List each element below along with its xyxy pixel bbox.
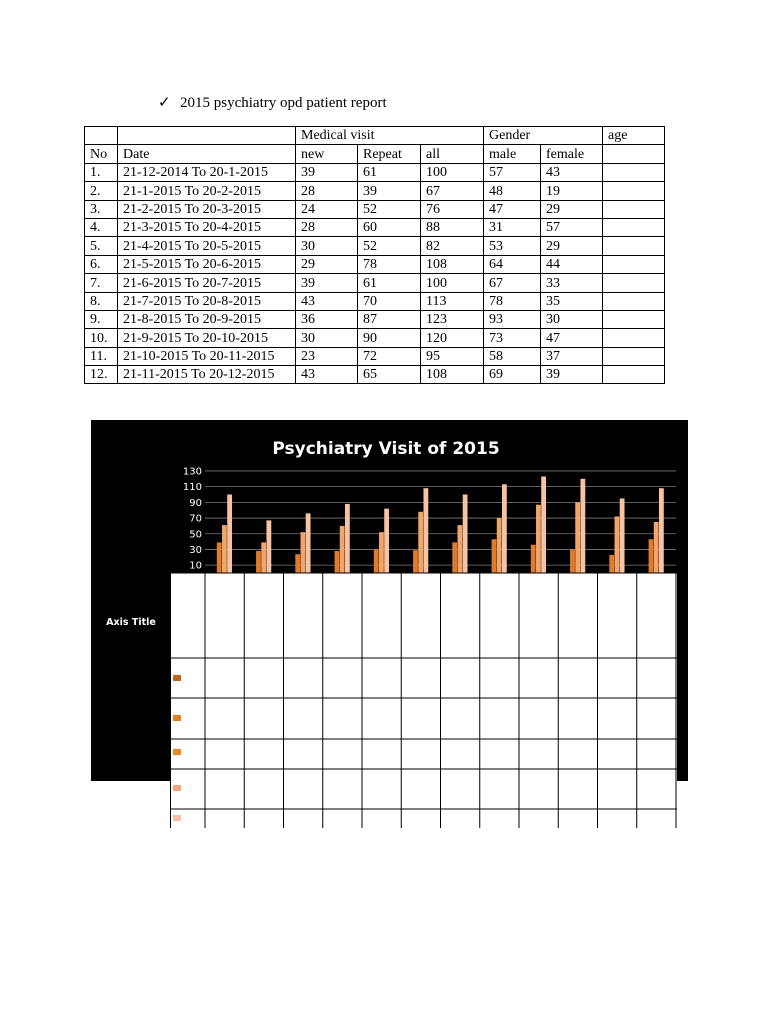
- report-title: 2015 psychiatry opd patient report: [180, 95, 387, 111]
- cell-repeat: 61: [358, 163, 421, 181]
- cell-repeat: 70: [358, 292, 421, 310]
- cell-female: 35: [541, 292, 603, 310]
- cell-new: 36: [296, 310, 358, 328]
- bar: [374, 549, 379, 573]
- cell-no: 2.: [85, 182, 118, 200]
- header-age: age: [603, 127, 665, 145]
- checkmark-icon: ✓: [158, 95, 171, 111]
- cell-female: 29: [541, 237, 603, 255]
- header-all: all: [421, 145, 484, 163]
- cell-no: 3.: [85, 200, 118, 218]
- cell-repeat: 72: [358, 347, 421, 365]
- cell-repeat: 90: [358, 329, 421, 347]
- header-date: Date: [118, 145, 296, 163]
- cell-date: 21-1-2015 To 20-2-2015: [118, 182, 296, 200]
- cell-female: 33: [541, 274, 603, 292]
- bar: [570, 549, 575, 573]
- bar: [654, 522, 659, 573]
- legend-key-icon: [173, 785, 181, 791]
- cell-male: 47: [484, 200, 541, 218]
- header-new: new: [296, 145, 358, 163]
- bar: [256, 551, 261, 573]
- bar: [418, 512, 423, 573]
- bar: [217, 542, 222, 573]
- bar: [531, 545, 536, 573]
- bar: [497, 518, 502, 573]
- cell-no: 7.: [85, 274, 118, 292]
- cell-repeat: 52: [358, 200, 421, 218]
- cell-male: 58: [484, 347, 541, 365]
- cell-new: 23: [296, 347, 358, 365]
- bar: [379, 532, 384, 573]
- cell-all: 113: [421, 292, 484, 310]
- bar: [227, 495, 232, 574]
- cell-male: 73: [484, 329, 541, 347]
- cell-no: 8.: [85, 292, 118, 310]
- cell-no: 5.: [85, 237, 118, 255]
- cell-female: 19: [541, 182, 603, 200]
- cell-date: 21-12-2014 To 20-1-2015: [118, 163, 296, 181]
- cell-male: 64: [484, 255, 541, 273]
- y-tick-label: 110: [182, 482, 202, 494]
- cell-no: 11.: [85, 347, 118, 365]
- bar: [413, 550, 418, 573]
- cell-date: 21-2-2015 To 20-3-2015: [118, 200, 296, 218]
- cell-repeat: 52: [358, 237, 421, 255]
- y-tick-label: 30: [189, 544, 202, 556]
- cell-date: 21-5-2015 To 20-6-2015: [118, 255, 296, 273]
- bar: [266, 520, 271, 573]
- cell-female: 47: [541, 329, 603, 347]
- cell-female: 30: [541, 310, 603, 328]
- bar: [536, 505, 541, 573]
- cell-new: 29: [296, 255, 358, 273]
- cell-date: 21-7-2015 To 20-8-2015: [118, 292, 296, 310]
- y-tick-label: 90: [189, 497, 202, 509]
- cell-new: 28: [296, 182, 358, 200]
- cell-male: 78: [484, 292, 541, 310]
- header-medical-visit: Medical visit: [296, 127, 484, 145]
- cell-new: 24: [296, 200, 358, 218]
- cell-female: 57: [541, 218, 603, 236]
- cell-date: 21-4-2015 To 20-5-2015: [118, 237, 296, 255]
- bar: [620, 498, 625, 573]
- cell-female: 29: [541, 200, 603, 218]
- bar: [261, 542, 266, 573]
- bar: [463, 495, 468, 574]
- cell-female: 44: [541, 255, 603, 273]
- cell-all: 123: [421, 310, 484, 328]
- cell-male: 93: [484, 310, 541, 328]
- cell-male: 48: [484, 182, 541, 200]
- cell-date: 21-8-2015 To 20-9-2015: [118, 310, 296, 328]
- header-no: No: [85, 145, 118, 163]
- cell-all: 120: [421, 329, 484, 347]
- y-tick-label: 130: [182, 466, 202, 478]
- bar: [295, 554, 300, 573]
- cell-all: 108: [421, 366, 484, 384]
- header-repeat: Repeat: [358, 145, 421, 163]
- cell-new: 28: [296, 218, 358, 236]
- legend-key-icon: [173, 715, 181, 721]
- cell-no: 9.: [85, 310, 118, 328]
- bar: [423, 488, 428, 573]
- header-male: male: [484, 145, 541, 163]
- cell-date: 21-9-2015 To 20-10-2015: [118, 329, 296, 347]
- cell-no: 10.: [85, 329, 118, 347]
- bar: [502, 484, 507, 573]
- cell-all: 76: [421, 200, 484, 218]
- cell-all: 67: [421, 182, 484, 200]
- cell-no: 1.: [85, 163, 118, 181]
- cell-male: 31: [484, 218, 541, 236]
- cell-new: 39: [296, 163, 358, 181]
- bar: [659, 488, 664, 573]
- cell-repeat: 78: [358, 255, 421, 273]
- legend-key-icon: [173, 815, 181, 821]
- cell-all: 95: [421, 347, 484, 365]
- bar: [384, 509, 389, 573]
- cell-male: 67: [484, 274, 541, 292]
- cell-all: 100: [421, 274, 484, 292]
- header-gender: Gender: [484, 127, 603, 145]
- bar: [301, 532, 306, 573]
- cell-no: 12.: [85, 366, 118, 384]
- cell-male: 69: [484, 366, 541, 384]
- cell-all: 108: [421, 255, 484, 273]
- bar: [340, 526, 345, 573]
- bar: [615, 516, 620, 573]
- y-tick-label: 50: [189, 529, 202, 541]
- cell-date: 21-3-2015 To 20-4-2015: [118, 218, 296, 236]
- cell-female: 37: [541, 347, 603, 365]
- cell-date: 21-10-2015 To 20-11-2015: [118, 347, 296, 365]
- cell-female: 43: [541, 163, 603, 181]
- cell-new: 30: [296, 237, 358, 255]
- cell-repeat: 87: [358, 310, 421, 328]
- bar: [458, 525, 463, 573]
- bar: [649, 539, 654, 573]
- cell-repeat: 39: [358, 182, 421, 200]
- cell-repeat: 61: [358, 274, 421, 292]
- bar: [345, 504, 350, 573]
- cell-new: 43: [296, 366, 358, 384]
- cell-all: 82: [421, 237, 484, 255]
- cell-male: 57: [484, 163, 541, 181]
- cell-all: 88: [421, 218, 484, 236]
- bar: [575, 502, 580, 573]
- cell-date: 21-11-2015 To 20-12-2015: [118, 366, 296, 384]
- bar: [492, 539, 497, 573]
- cell-all: 100: [421, 163, 484, 181]
- cell-new: 39: [296, 274, 358, 292]
- axis-title: Axis Title: [106, 617, 156, 628]
- bar: [306, 513, 311, 573]
- cell-female: 39: [541, 366, 603, 384]
- bar: [452, 542, 457, 573]
- y-tick-label: 10: [189, 560, 202, 572]
- data-table-background: [170, 573, 677, 828]
- y-tick-label: 70: [189, 513, 202, 525]
- bar: [609, 555, 614, 573]
- cell-repeat: 60: [358, 218, 421, 236]
- cell-no: 6.: [85, 255, 118, 273]
- cell-new: 30: [296, 329, 358, 347]
- bar: [580, 479, 585, 573]
- legend-key-icon: [173, 749, 181, 755]
- bar: [335, 551, 340, 573]
- cell-new: 43: [296, 292, 358, 310]
- cell-date: 21-6-2015 To 20-7-2015: [118, 274, 296, 292]
- legend-key-icon: [173, 675, 181, 681]
- bar: [222, 525, 227, 573]
- bar: [541, 476, 546, 573]
- header-female: female: [541, 145, 603, 163]
- cell-repeat: 65: [358, 366, 421, 384]
- cell-no: 4.: [85, 218, 118, 236]
- chart-title: Psychiatry Visit of 2015: [272, 439, 500, 459]
- cell-male: 53: [484, 237, 541, 255]
